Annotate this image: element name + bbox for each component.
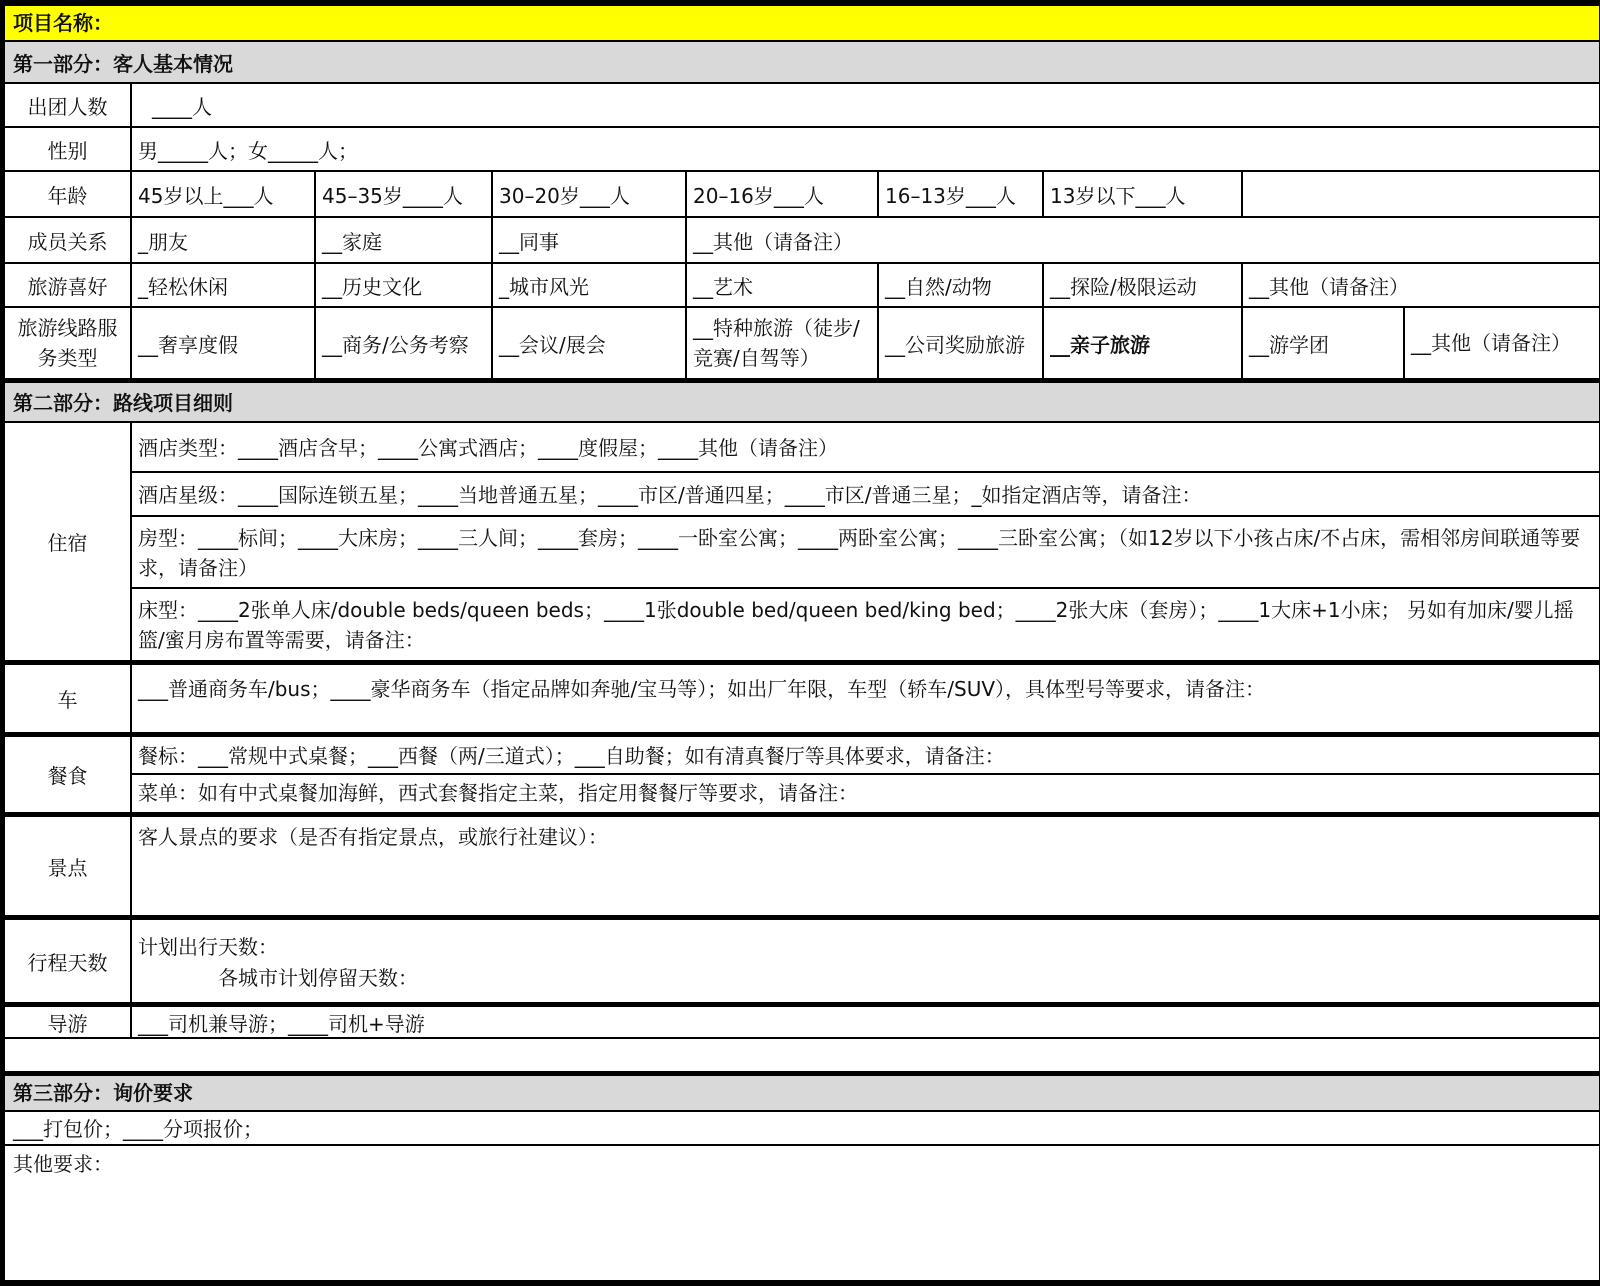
service-type-row (5, 308, 1599, 383)
service-type-option[interactable]: __奢享度假 (132, 308, 316, 378)
age-option[interactable]: 16–13岁___人 (879, 172, 1044, 216)
project-name-row (5, 6, 1599, 42)
age-option[interactable]: 45岁以上___人 (132, 172, 316, 216)
preference-option[interactable]: __历史文化 (316, 264, 493, 306)
section-1-title: 第一部分：客人基本情况 (13, 52, 233, 76)
project-name-label: 项目名称： (13, 11, 113, 35)
relation-option[interactable]: __同事 (493, 218, 687, 262)
service-type-label: 旅游线路服务类型 (5, 308, 132, 378)
relation-option[interactable]: __家庭 (316, 218, 493, 262)
room-type-line[interactable]: 房型：____标间；____大床房；____三人间；____套房；____一卧室公寓；____两卧室公寓；____三卧室公寓；（如12岁以下小孩占床/不占床，需相邻房间联通等要求，请备注） (132, 517, 1599, 589)
service-type-option[interactable]: __商务/公务考察 (316, 308, 493, 378)
preference-row (5, 264, 1599, 308)
city-stay-days-line[interactable]: 各城市计划停留天数： (218, 966, 418, 990)
service-type-option[interactable]: __亲子旅游 (1044, 308, 1243, 378)
age-option[interactable]: 30–20岁___人 (493, 172, 687, 216)
service-type-option[interactable]: __其他（请备注） (1411, 331, 1571, 355)
preference-option[interactable]: __其他（请备注） (1249, 274, 1409, 299)
service-type-option[interactable]: __会议/展会 (493, 308, 687, 378)
group-size-label: 出团人数 (5, 84, 132, 126)
dining-standard-line[interactable]: 餐标：___常规中式桌餐；___西餐（两/三道式）；___自助餐；如有清真餐厅等具体要求，请备注： (132, 737, 1599, 775)
days-label: 行程天数 (5, 920, 132, 1002)
relation-option[interactable]: _朋友 (132, 218, 316, 262)
quote-type-line[interactable]: ___打包价；____分项报价； (5, 1112, 1599, 1146)
preference-option[interactable]: __自然/动物 (879, 264, 1044, 306)
age-option[interactable]: 13岁以下___人 (1044, 172, 1243, 216)
guide-value[interactable]: ___司机兼导游；____司机+导游 (138, 1011, 425, 1036)
gender-row (5, 128, 1599, 172)
group-size-value[interactable]: ____人 (152, 94, 212, 119)
planned-days-line[interactable]: 计划出行天数： (138, 935, 278, 959)
guide-label: 导游 (5, 1007, 132, 1037)
relation-option[interactable]: __其他（请备注） (693, 229, 853, 254)
hotel-star-line[interactable]: 酒店星级：____国际连锁五星；____当地普通五星；____市区/普通四星；____市区/普通三星；_如指定酒店等，请备注： (132, 473, 1599, 517)
dining-menu-line[interactable]: 菜单：如有中式桌餐加海鲜，西式套餐指定主菜，指定用餐餐厅等要求，请备注： (138, 781, 858, 805)
preference-option[interactable]: __艺术 (687, 264, 879, 306)
preference-label: 旅游喜好 (5, 264, 132, 306)
age-blank-cell (1243, 172, 1599, 216)
service-type-option[interactable]: __游学团 (1243, 308, 1405, 378)
attractions-row (5, 817, 1599, 920)
hotel-type-line[interactable]: 酒店类型：____酒店含早；____公寓式酒店；____度假屋；____其他（请备注） (132, 423, 1599, 473)
preference-option[interactable]: _城市风光 (493, 264, 687, 306)
vehicle-value[interactable]: ___普通商务车/bus；____豪华商务车（指定品牌如奔驰/宝马等）；如出厂年限，车型（轿车/SUV），具体型号等要求，请备注： (138, 677, 1266, 701)
attractions-label: 景点 (5, 817, 132, 915)
relation-label: 成员关系 (5, 218, 132, 262)
preference-option[interactable]: __探险/极限运动 (1044, 264, 1243, 306)
group-size-row (5, 84, 1599, 128)
age-label: 年龄 (5, 172, 132, 216)
accommodation-details (132, 423, 1599, 660)
relation-row (5, 218, 1599, 264)
dining-row (5, 737, 1599, 817)
age-option[interactable]: 20–16岁___人 (687, 172, 879, 216)
blank-row (5, 1039, 1599, 1076)
gender-value[interactable]: 男_____人；女_____人； (138, 138, 358, 163)
section-3-header (5, 1076, 1599, 1112)
vehicle-label: 车 (5, 665, 132, 732)
section-3-title: 第三部分：询价要求 (13, 1081, 193, 1105)
accommodation-label: 住宿 (5, 423, 132, 660)
age-row (5, 172, 1599, 218)
service-type-option[interactable]: __特种旅游（徒步/竞赛/自驾等） (687, 308, 879, 378)
service-type-option[interactable]: __公司奖励旅游 (879, 308, 1044, 378)
vehicle-row (5, 665, 1599, 737)
dining-label: 餐食 (5, 737, 132, 812)
days-row (5, 920, 1599, 1007)
bed-type-line[interactable]: 床型：____2张单人床/double beds/queen beds；____1张double bed/queen bed/king bed；____2张大床（套房）；____1大床+1小床； 另如有加床/婴儿摇篮/蜜月房布置等需要，请备注： (138, 598, 1574, 652)
section-1-header (5, 42, 1599, 84)
section-2-title: 第二部分：路线项目细则 (13, 391, 233, 415)
dining-details (132, 737, 1599, 812)
preference-option[interactable]: _轻松休闲 (132, 264, 316, 306)
accommodation-row (5, 423, 1599, 665)
guide-row (5, 1007, 1599, 1039)
inquiry-form (5, 6, 1599, 1280)
days-details (132, 920, 1599, 1002)
gender-label: 性别 (5, 128, 132, 170)
other-requirements[interactable]: 其他要求： (13, 1152, 113, 1176)
attractions-value[interactable]: 客人景点的要求（是否有指定景点，或旅行社建议）： (138, 825, 608, 849)
section-2-header (5, 383, 1599, 423)
age-option[interactable]: 45–35岁____人 (316, 172, 493, 216)
